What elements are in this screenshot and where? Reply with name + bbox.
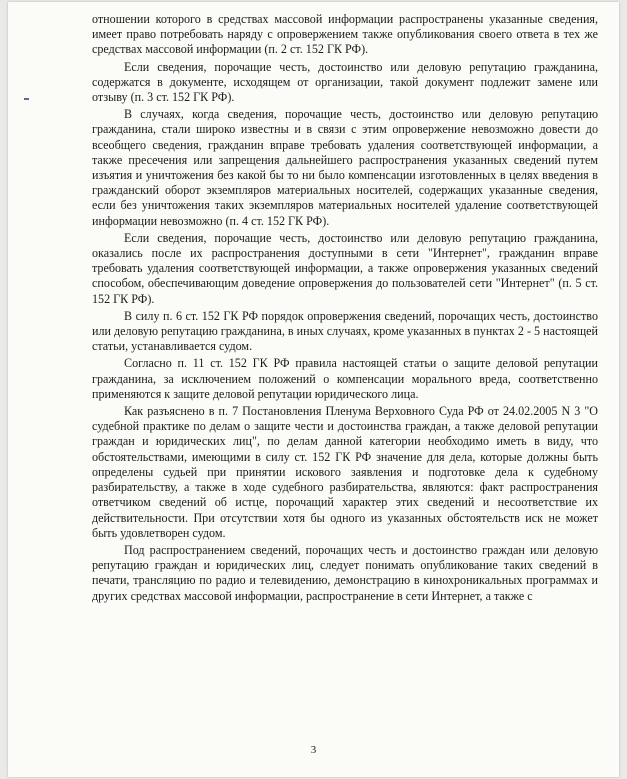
margin-ink-mark [24, 98, 29, 100]
document-body [92, 12, 598, 606]
paragraph: Если сведения, порочащие честь, достоинство или деловую репутацию гражданина, содержатся в документе, исходящем от организации, такой документ подлежит замене или отзыву (п. 3 ст. 152 ГК РФ). [92, 59, 598, 105]
paragraph: Под распространением сведений, порочащих честь и достоинство граждан или деловую репутацию граждан и юридических лиц, следует понимать опубликование таких сведений в печати, трансляцию по радио и телевидению, демонстрацию в кинохроникальных программах и других средствах массовой информации, распространение в сети Интернет, а также с [92, 542, 598, 603]
document-page [8, 2, 619, 777]
page-number: 3 [310, 744, 317, 756]
paragraph: В случаях, когда сведения, порочащие честь, достоинство или деловую репутацию гражданина, стали широко известны и в связи с этим опровержение невозможно довести до всеобщего сведения, гражданин вправе требовать удаления соответствующей информации, а также пресечения или запрещения дальнейшего распространения указанных сведений путем изъятия и уничтожения без какой бы то ни было компенсации изготовленных в целях введения в гражданский оборот экземпляров материальных носителей, содержащих указанные сведения, если без уничтожения таких экземпляров материальных носителей удаление соответствующей информации невозможно (п. 4 ст. 152 ГК РФ). [92, 107, 598, 228]
paragraph: Если сведения, порочащие честь, достоинство или деловую репутацию гражданина, оказались после их распространения доступными в сети "Интернет", гражданин вправе требовать удаления соответствующей информации, а также опровержения указанных сведений способом, обеспечивающим доведение опровержения до пользователей сети "Интернет" (п. 5 ст. 152 ГК РФ). [92, 230, 598, 306]
paragraph: Как разъяснено в п. 7 Постановления Пленума Верховного Суда РФ от 24.02.2005 N 3 "О судебной практике по делам о защите чести и достоинства граждан, а также деловой репутации граждан и юридических лиц", по делам данной категории необходимо иметь в виду, что обстоятельствами, имеющими в силу ст. 152 ГК РФ значение для дела, которые должны быть определены судьей при принятии искового заявления и подготовке дела к судебному разбирательству, а также в ходе судебного разбирательства, являются: факт распространения ответчиком сведений об истце, порочащий характер этих сведений и несоответствие их действительности. При отсутствии хотя бы одного из указанных обстоятельств иск не может быть удовлетворен судом. [92, 404, 598, 540]
paragraph: Согласно п. 11 ст. 152 ГК РФ правила настоящей статьи о защите деловой репутации гражданина, за исключением положений о компенсации морального вреда, соответственно применяются к защите деловой репутации юридического лица. [92, 356, 598, 401]
paragraph-continued: отношении которого в средствах массовой информации распространены указанные сведения, имеет право потребовать наряду с опровержением также опубликования своего ответа в тех же средствах массовой информации (п. 2 ст. 152 ГК РФ). [92, 12, 598, 57]
paragraph: В силу п. 6 ст. 152 ГК РФ порядок опровержения сведений, порочащих честь, достоинство или деловую репутацию гражданина, в иных случаях, кроме указанных в пунктах 2 - 5 настоящей статьи, устанавливается судом. [92, 308, 598, 354]
